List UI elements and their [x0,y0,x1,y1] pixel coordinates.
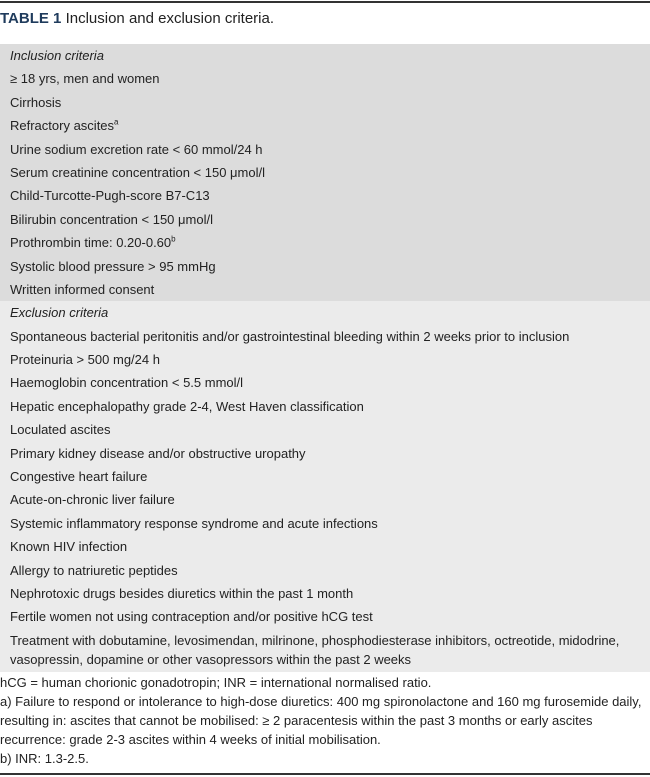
table-label: TABLE 1 [0,10,62,27]
table-row [10,278,650,301]
criterion-text: Spontaneous bacterial peritonitis and/or gastrointestinal bleeding within 2 weeks prior to inclusion [10,328,570,344]
table-row [10,582,650,605]
table-title: Inclusion and exclusion criteria. [61,10,275,27]
criterion-text: Bilirubin concentration < 150 μmol/l [10,211,213,227]
bottom-rule [0,773,650,775]
table-caption [0,10,274,27]
table-footnotes [0,673,650,768]
footnote-marker: b [171,234,176,244]
exclusion-header: Exclusion criteria [10,305,109,321]
exclusion-section [0,301,650,671]
table-row [10,418,650,441]
footnote: hCG = human chorionic gonadotropin; INR = international normalised ratio. [0,675,432,690]
table-row [10,442,650,465]
table-row [10,231,650,254]
table-row [10,605,650,628]
criterion-text: Cirrhosis [10,94,62,110]
table-row [10,488,650,511]
table-row [10,348,650,371]
criterion-text: Child-Turcotte-Pugh-score B7-C13 [10,188,210,204]
criterion-text: Hepatic encephalopathy grade 2-4, West Haven classification [10,398,364,414]
table-row [10,325,650,348]
criterion-text: Known HIV infection [10,539,128,555]
criterion-text: Loculated ascites [10,422,111,438]
criterion-text: Prothrombin time: 0.20-0.60 [10,235,172,251]
table-row [10,535,650,558]
criterion-text: Systemic inflammatory response syndrome and acute infections [10,515,378,531]
table-row [10,161,650,184]
table-row [10,67,650,90]
criterion-text: Fertile women not using contraception and/or positive hCG test [10,609,373,625]
table-row [10,512,650,535]
table-row [10,465,650,488]
criterion-text: ≥ 18 yrs, men and women [10,71,160,87]
table-row [10,91,650,114]
table-row [10,395,650,418]
criterion-text: Written informed consent [10,281,155,297]
table-row [10,629,650,672]
footnote-marker: a [114,117,119,127]
footnote: a) Failure to respond or intolerance to high-dose diuretics: 400 mg spironolactone and 160 mg furosemide daily, resulting in: ascites that cannot be mobilised: ≥ 2 paracentesis within the past 3 months or early ascites recurrence: grade 2-3 ascites within 4 weeks of initial mobilisation. [0,694,642,747]
table-row [10,255,650,278]
table-row [10,559,650,582]
table-row [10,114,650,137]
criterion-text: Haemoglobin concentration < 5.5 mmol/l [10,375,244,391]
criterion-text: Congestive heart failure [10,469,148,485]
criteria-table [0,44,650,672]
criterion-text: Primary kidney disease and/or obstructive uropathy [10,445,306,461]
criterion-text: Acute-on-chronic liver failure [10,492,175,508]
criterion-text: Systolic blood pressure > 95 mmHg [10,258,216,274]
criterion-text: Urine sodium excretion rate < 60 mmol/24 h [10,141,263,157]
footnote: b) INR: 1.3-2.5. [0,751,89,766]
criterion-text: Refractory ascites [10,118,115,134]
table-row [10,138,650,161]
top-rule [0,1,650,3]
criterion-text: Proteinuria > 500 mg/24 h [10,352,160,368]
criterion-text: Allergy to natriuretic peptides [10,562,178,578]
criterion-text: Serum creatinine concentration < 150 μmol/l [10,164,265,180]
table-row [10,208,650,231]
table-row [10,184,650,207]
criterion-text: Nephrotoxic drugs besides diuretics within the past 1 month [10,585,354,601]
criterion-text: Treatment with dobutamine, levosimendan, milrinone, phosphodiesterase inhibitors, octreotide, midodrine, vasopressin, dopamine or other vasopressors within the past 2 weeks [10,632,620,667]
inclusion-header: Inclusion criteria [10,48,104,63]
inclusion-section [0,44,650,301]
table-row [10,371,650,394]
